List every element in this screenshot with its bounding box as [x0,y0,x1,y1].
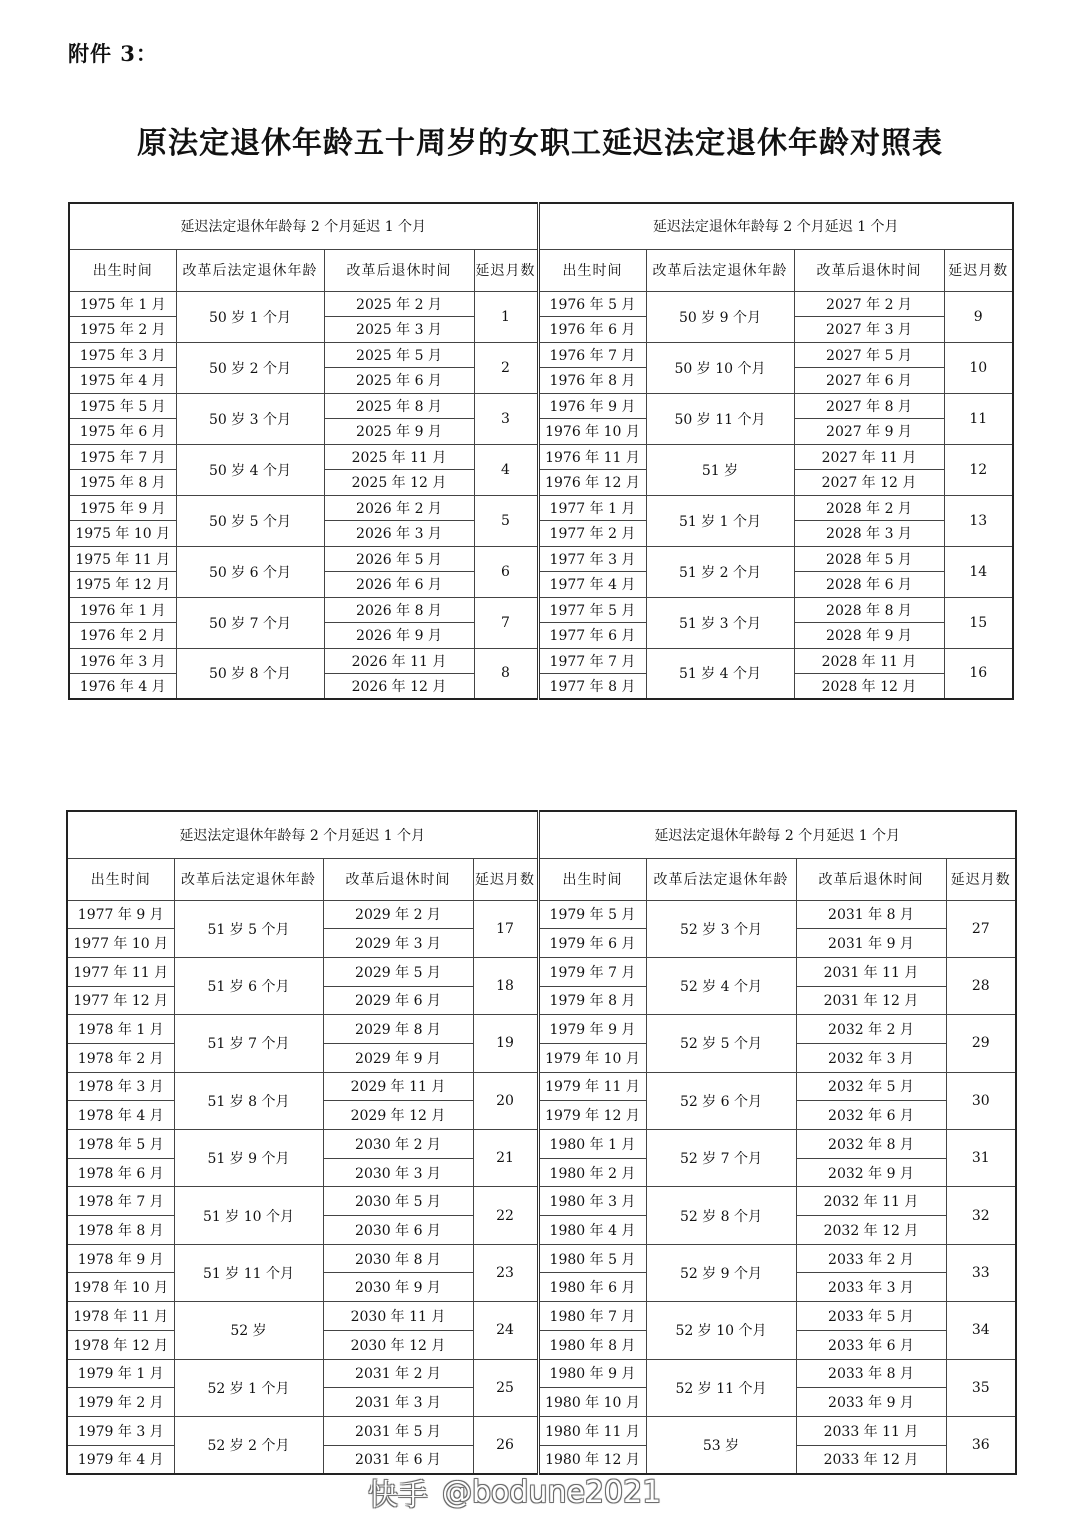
delay-months-cell: 10 [944,342,1013,393]
birth-date-cell: 1977 年 10 月 [67,929,174,958]
retirement-age-cell: 51 岁 10 个月 [174,1187,323,1244]
retirement-date-cell: 2027 年 11 月 [794,444,944,470]
retirement-age-cell: 50 岁 5 个月 [176,495,324,546]
birth-date-cell: 1977 年 4 月 [538,572,646,598]
delay-months-cell: 6 [474,546,538,597]
document-title: 原法定退休年龄五十周岁的女职工延迟法定退休年龄对照表 [137,126,943,161]
retirement-age-cell: 52 岁 11 个月 [646,1359,796,1416]
birth-date-cell: 1978 年 2 月 [67,1043,174,1072]
group-header: 延迟法定退休年龄每 2 个月延迟 1 个月 [67,811,538,858]
watermark [368,1470,661,1514]
birth-date-cell: 1980 年 12 月 [538,1445,646,1474]
retirement-date-cell: 2027 年 9 月 [794,419,944,445]
retirement-date-cell: 2026 年 12 月 [324,674,474,700]
delay-months-cell: 32 [946,1187,1016,1244]
delay-months-cell: 8 [474,648,538,699]
birth-date-cell: 1978 年 3 月 [67,1072,174,1101]
column-header: 出生时间 [538,858,646,900]
delay-months-cell: 27 [946,900,1016,957]
retirement-age-cell: 51 岁 7 个月 [174,1015,323,1072]
retirement-date-cell: 2032 年 2 月 [796,1015,946,1044]
birth-date-cell: 1975 年 9 月 [69,495,176,521]
retirement-date-cell: 2028 年 12 月 [794,674,944,700]
birth-date-cell: 1977 年 6 月 [538,623,646,649]
delay-months-cell: 18 [473,957,538,1014]
birth-date-cell: 1977 年 1 月 [538,495,646,521]
retirement-date-cell: 2029 年 9 月 [323,1043,473,1072]
retirement-date-cell: 2031 年 3 月 [323,1388,473,1417]
retirement-date-cell: 2028 年 8 月 [794,597,944,623]
birth-date-cell: 1979 年 3 月 [67,1416,174,1445]
retirement-date-cell: 2030 年 8 月 [323,1244,473,1273]
delay-months-cell: 34 [946,1302,1016,1359]
retirement-date-cell: 2032 年 8 月 [796,1130,946,1159]
retirement-date-cell: 2028 年 11 月 [794,648,944,674]
retirement-date-cell: 2030 年 2 月 [323,1130,473,1159]
delay-months-cell: 25 [473,1359,538,1416]
group-header: 延迟法定退休年龄每 2 个月延迟 1 个月 [538,811,1016,858]
retirement-age-cell: 50 岁 1 个月 [176,291,324,342]
retirement-date-cell: 2030 年 5 月 [323,1187,473,1216]
retirement-date-cell: 2033 年 3 月 [796,1273,946,1302]
retirement-date-cell: 2026 年 9 月 [324,623,474,649]
retirement-date-cell: 2032 年 6 月 [796,1101,946,1130]
birth-date-cell: 1979 年 11 月 [538,1072,646,1101]
retirement-date-cell: 2033 年 5 月 [796,1302,946,1331]
birth-date-cell: 1978 年 12 月 [67,1330,174,1359]
birth-date-cell: 1979 年 9 月 [538,1015,646,1044]
delay-months-cell: 33 [946,1244,1016,1301]
birth-date-cell: 1975 年 8 月 [69,470,176,496]
retirement-date-cell: 2032 年 9 月 [796,1158,946,1187]
retirement-date-cell: 2033 年 2 月 [796,1244,946,1273]
column-header: 改革后法定退休年龄 [174,858,323,900]
birth-date-cell: 1980 年 3 月 [538,1187,646,1216]
retirement-date-cell: 2028 年 5 月 [794,546,944,572]
column-header: 改革后退休时间 [323,858,473,900]
retirement-age-cell: 51 岁 1 个月 [646,495,794,546]
birth-date-cell: 1980 年 5 月 [538,1244,646,1273]
retirement-date-cell: 2031 年 12 月 [796,986,946,1015]
birth-date-cell: 1976 年 7 月 [538,342,646,368]
retirement-date-cell: 2033 年 9 月 [796,1388,946,1417]
retirement-date-cell: 2032 年 12 月 [796,1216,946,1245]
birth-date-cell: 1978 年 10 月 [67,1273,174,1302]
birth-date-cell: 1976 年 10 月 [538,419,646,445]
retirement-date-cell: 2026 年 8 月 [324,597,474,623]
delay-months-cell: 28 [946,957,1016,1014]
column-header: 延迟月数 [473,858,538,900]
birth-date-cell: 1975 年 5 月 [69,393,176,419]
birth-date-cell: 1977 年 5 月 [538,597,646,623]
delay-months-cell: 15 [944,597,1013,648]
retirement-age-cell: 51 岁 6 个月 [174,957,323,1014]
retirement-age-cell: 52 岁 2 个月 [174,1416,323,1473]
retirement-age-cell: 52 岁 8 个月 [646,1187,796,1244]
retirement-age-cell: 52 岁 3 个月 [646,900,796,957]
delay-months-cell: 26 [473,1416,538,1473]
retirement-date-cell: 2027 年 2 月 [794,291,944,317]
birth-date-cell: 1976 年 3 月 [69,648,176,674]
retirement-age-cell: 50 岁 6 个月 [176,546,324,597]
birth-date-cell: 1976 年 5 月 [538,291,646,317]
column-header: 改革后法定退休年龄 [646,858,796,900]
delay-months-cell: 16 [944,648,1013,699]
retirement-date-cell: 2027 年 3 月 [794,317,944,343]
birth-date-cell: 1975 年 2 月 [69,317,176,343]
birth-date-cell: 1979 年 7 月 [538,957,646,986]
column-header: 延迟月数 [944,249,1013,291]
delay-months-cell: 22 [473,1187,538,1244]
retirement-date-cell: 2028 年 6 月 [794,572,944,598]
retirement-date-cell: 2031 年 8 月 [796,900,946,929]
retirement-age-cell: 50 岁 10 个月 [646,342,794,393]
birth-date-cell: 1975 年 3 月 [69,342,176,368]
watermark-handle: @bodune2021 [442,1474,662,1510]
birth-date-cell: 1975 年 10 月 [69,521,176,547]
birth-date-cell: 1980 年 4 月 [538,1216,646,1245]
retirement-date-cell: 2029 年 12 月 [323,1101,473,1130]
retirement-date-cell: 2031 年 6 月 [323,1445,473,1474]
retirement-date-cell: 2028 年 3 月 [794,521,944,547]
birth-date-cell: 1976 年 9 月 [538,393,646,419]
retirement-date-cell: 2028 年 9 月 [794,623,944,649]
birth-date-cell: 1980 年 7 月 [538,1302,646,1331]
group-header: 延迟法定退休年龄每 2 个月延迟 1 个月 [538,203,1013,249]
retirement-age-cell: 51 岁 [646,444,794,495]
retirement-date-cell: 2033 年 12 月 [796,1445,946,1474]
delay-months-cell: 29 [946,1015,1016,1072]
retirement-date-cell: 2032 年 5 月 [796,1072,946,1101]
retirement-date-cell: 2030 年 3 月 [323,1158,473,1187]
watermark-brand: 快手 [368,1478,428,1513]
birth-date-cell: 1979 年 10 月 [538,1043,646,1072]
retirement-date-cell: 2027 年 5 月 [794,342,944,368]
delay-months-cell: 12 [944,444,1013,495]
retirement-age-cell: 51 岁 8 个月 [174,1072,323,1129]
birth-date-cell: 1979 年 6 月 [538,929,646,958]
retirement-date-cell: 2029 年 8 月 [323,1015,473,1044]
retirement-date-cell: 2030 年 12 月 [323,1330,473,1359]
retirement-age-cell: 51 岁 9 个月 [174,1130,323,1187]
retirement-date-cell: 2031 年 2 月 [323,1359,473,1388]
retirement-age-cell: 51 岁 3 个月 [646,597,794,648]
delay-months-cell: 5 [474,495,538,546]
birth-date-cell: 1976 年 2 月 [69,623,176,649]
birth-date-cell: 1979 年 2 月 [67,1388,174,1417]
birth-date-cell: 1975 年 1 月 [69,291,176,317]
delay-months-cell: 7 [474,597,538,648]
retirement-date-cell: 2031 年 11 月 [796,957,946,986]
delay-months-cell: 13 [944,495,1013,546]
retirement-age-cell: 52 岁 7 个月 [646,1130,796,1187]
delay-months-cell: 2 [474,342,538,393]
retirement-date-cell: 2025 年 12 月 [324,470,474,496]
birth-date-cell: 1980 年 9 月 [538,1359,646,1388]
column-header: 改革后法定退休年龄 [646,249,794,291]
retirement-age-cell: 51 岁 11 个月 [174,1244,323,1301]
birth-date-cell: 1975 年 12 月 [69,572,176,598]
retirement-age-cell: 52 岁 [174,1302,323,1359]
retirement-date-cell: 2025 年 11 月 [324,444,474,470]
retirement-table-2 [66,810,1017,1475]
birth-date-cell: 1978 年 6 月 [67,1158,174,1187]
retirement-date-cell: 2026 年 2 月 [324,495,474,521]
retirement-date-cell: 2027 年 8 月 [794,393,944,419]
retirement-age-cell: 52 岁 1 个月 [174,1359,323,1416]
birth-date-cell: 1980 年 10 月 [538,1388,646,1417]
birth-date-cell: 1977 年 7 月 [538,648,646,674]
retirement-age-cell: 52 岁 10 个月 [646,1302,796,1359]
retirement-date-cell: 2033 年 6 月 [796,1330,946,1359]
delay-months-cell: 1 [474,291,538,342]
birth-date-cell: 1976 年 6 月 [538,317,646,343]
column-header: 改革后退休时间 [794,249,944,291]
retirement-date-cell: 2026 年 6 月 [324,572,474,598]
retirement-age-cell: 50 岁 3 个月 [176,393,324,444]
birth-date-cell: 1978 年 4 月 [67,1101,174,1130]
birth-date-cell: 1978 年 8 月 [67,1216,174,1245]
retirement-age-cell: 50 岁 11 个月 [646,393,794,444]
birth-date-cell: 1975 年 4 月 [69,368,176,394]
retirement-age-cell: 51 岁 5 个月 [174,900,323,957]
retirement-date-cell: 2031 年 9 月 [796,929,946,958]
retirement-date-cell: 2032 年 3 月 [796,1043,946,1072]
retirement-date-cell: 2029 年 6 月 [323,986,473,1015]
retirement-date-cell: 2033 年 11 月 [796,1416,946,1445]
retirement-date-cell: 2025 年 6 月 [324,368,474,394]
group-header: 延迟法定退休年龄每 2 个月延迟 1 个月 [69,203,538,249]
birth-date-cell: 1976 年 8 月 [538,368,646,394]
retirement-date-cell: 2032 年 11 月 [796,1187,946,1216]
retirement-date-cell: 2026 年 3 月 [324,521,474,547]
retirement-date-cell: 2030 年 9 月 [323,1273,473,1302]
delay-months-cell: 36 [946,1416,1016,1473]
retirement-age-cell: 52 岁 5 个月 [646,1015,796,1072]
delay-months-cell: 30 [946,1072,1016,1129]
retirement-date-cell: 2031 年 5 月 [323,1416,473,1445]
birth-date-cell: 1975 年 11 月 [69,546,176,572]
retirement-date-cell: 2025 年 8 月 [324,393,474,419]
retirement-age-cell: 50 岁 2 个月 [176,342,324,393]
delay-months-cell: 35 [946,1359,1016,1416]
birth-date-cell: 1979 年 5 月 [538,900,646,929]
delay-months-cell: 19 [473,1015,538,1072]
column-header: 延迟月数 [474,249,538,291]
birth-date-cell: 1976 年 11 月 [538,444,646,470]
delay-months-cell: 3 [474,393,538,444]
delay-months-cell: 4 [474,444,538,495]
retirement-date-cell: 2027 年 12 月 [794,470,944,496]
retirement-date-cell: 2025 年 9 月 [324,419,474,445]
birth-date-cell: 1979 年 1 月 [67,1359,174,1388]
retirement-date-cell: 2029 年 5 月 [323,957,473,986]
retirement-age-cell: 52 岁 9 个月 [646,1244,796,1301]
retirement-age-cell: 51 岁 4 个月 [646,648,794,699]
birth-date-cell: 1977 年 3 月 [538,546,646,572]
birth-date-cell: 1980 年 1 月 [538,1130,646,1159]
retirement-date-cell: 2028 年 2 月 [794,495,944,521]
attachment-label: 附件 3： [68,41,158,66]
birth-date-cell: 1980 年 11 月 [538,1416,646,1445]
birth-date-cell: 1979 年 12 月 [538,1101,646,1130]
birth-date-cell: 1977 年 11 月 [67,957,174,986]
retirement-date-cell: 2025 年 2 月 [324,291,474,317]
birth-date-cell: 1975 年 7 月 [69,444,176,470]
column-header: 出生时间 [538,249,646,291]
column-header: 改革后退休时间 [324,249,474,291]
birth-date-cell: 1979 年 8 月 [538,986,646,1015]
birth-date-cell: 1978 年 11 月 [67,1302,174,1331]
birth-date-cell: 1979 年 4 月 [67,1445,174,1474]
column-header: 出生时间 [67,858,174,900]
retirement-date-cell: 2029 年 3 月 [323,929,473,958]
retirement-date-cell: 2030 年 6 月 [323,1216,473,1245]
delay-months-cell: 17 [473,900,538,957]
retirement-age-cell: 50 岁 7 个月 [176,597,324,648]
birth-date-cell: 1978 年 7 月 [67,1187,174,1216]
retirement-date-cell: 2026 年 11 月 [324,648,474,674]
retirement-age-cell: 52 岁 4 个月 [646,957,796,1014]
birth-date-cell: 1976 年 1 月 [69,597,176,623]
birth-date-cell: 1978 年 1 月 [67,1015,174,1044]
delay-months-cell: 9 [944,291,1013,342]
birth-date-cell: 1977 年 9 月 [67,900,174,929]
birth-date-cell: 1980 年 8 月 [538,1330,646,1359]
retirement-age-cell: 50 岁 9 个月 [646,291,794,342]
birth-date-cell: 1976 年 4 月 [69,674,176,700]
delay-months-cell: 23 [473,1244,538,1301]
delay-months-cell: 20 [473,1072,538,1129]
birth-date-cell: 1977 年 12 月 [67,986,174,1015]
retirement-date-cell: 2026 年 5 月 [324,546,474,572]
column-header: 改革后退休时间 [796,858,946,900]
retirement-table-1 [68,202,1014,700]
delay-months-cell: 21 [473,1130,538,1187]
birth-date-cell: 1977 年 2 月 [538,521,646,547]
column-header: 延迟月数 [946,858,1016,900]
retirement-age-cell: 50 岁 4 个月 [176,444,324,495]
birth-date-cell: 1978 年 5 月 [67,1130,174,1159]
retirement-date-cell: 2030 年 11 月 [323,1302,473,1331]
delay-months-cell: 11 [944,393,1013,444]
retirement-date-cell: 2029 年 2 月 [323,900,473,929]
retirement-date-cell: 2033 年 8 月 [796,1359,946,1388]
birth-date-cell: 1977 年 8 月 [538,674,646,700]
column-header: 改革后法定退休年龄 [176,249,324,291]
retirement-date-cell: 2029 年 11 月 [323,1072,473,1101]
delay-months-cell: 31 [946,1130,1016,1187]
column-header: 出生时间 [69,249,176,291]
retirement-age-cell: 51 岁 2 个月 [646,546,794,597]
birth-date-cell: 1976 年 12 月 [538,470,646,496]
delay-months-cell: 14 [944,546,1013,597]
retirement-age-cell: 53 岁 [646,1416,796,1473]
birth-date-cell: 1980 年 6 月 [538,1273,646,1302]
delay-months-cell: 24 [473,1302,538,1359]
retirement-date-cell: 2025 年 5 月 [324,342,474,368]
birth-date-cell: 1978 年 9 月 [67,1244,174,1273]
retirement-date-cell: 2027 年 6 月 [794,368,944,394]
retirement-age-cell: 50 岁 8 个月 [176,648,324,699]
retirement-date-cell: 2025 年 3 月 [324,317,474,343]
birth-date-cell: 1980 年 2 月 [538,1158,646,1187]
retirement-age-cell: 52 岁 6 个月 [646,1072,796,1129]
birth-date-cell: 1975 年 6 月 [69,419,176,445]
